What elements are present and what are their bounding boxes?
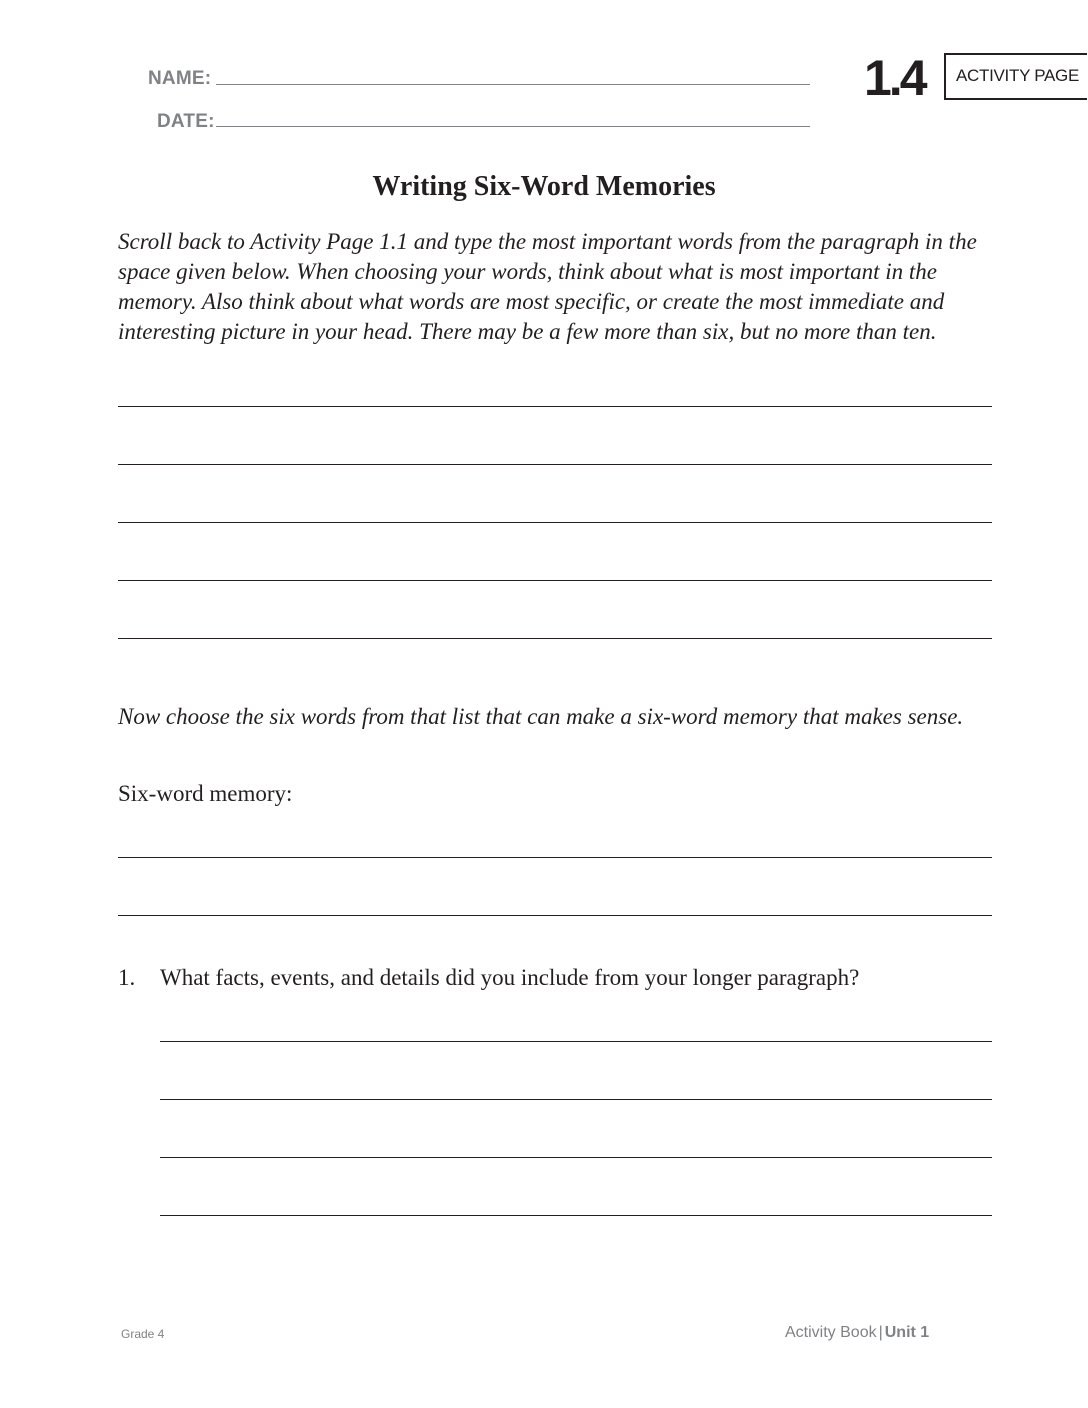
choose-instruction: Now choose the six words from that list that can make a six-word memory that makes sense. xyxy=(118,704,964,729)
words-answer-line[interactable] xyxy=(118,638,992,639)
activity-page-label: ACTIVITY PAGE xyxy=(956,66,1080,85)
name-line[interactable] xyxy=(216,84,810,85)
words-answer-line[interactable] xyxy=(118,522,992,523)
footer-separator: | xyxy=(878,1324,883,1341)
memory-answer-line[interactable] xyxy=(118,857,992,858)
question-answer-line[interactable] xyxy=(160,1157,992,1158)
question-answer-line[interactable] xyxy=(160,1215,992,1216)
footer-book: Activity Book xyxy=(785,1324,877,1341)
date-line[interactable] xyxy=(216,126,810,127)
name-label: NAME: xyxy=(148,68,212,89)
question-answer-line[interactable] xyxy=(160,1099,992,1100)
memory-answer-line[interactable] xyxy=(118,915,992,916)
words-answer-line[interactable] xyxy=(118,464,992,465)
activity-page-tag xyxy=(944,53,1087,100)
instructions-paragraph: Scroll back to Activity Page 1.1 and type the most important words from the paragraph in the space given below. When choosing your words, think about what is most important in the memory. Also think about what words are most specific, or create the most immediate and interesting picture in your head. There may be a few more than six, but no more than ten. xyxy=(118,229,977,344)
page-title: Writing Six-Word Memories xyxy=(372,171,716,202)
words-answer-line[interactable] xyxy=(118,580,992,581)
footer-grade: Grade 4 xyxy=(121,1327,165,1341)
six-word-memory-label: Six-word memory: xyxy=(118,781,293,806)
question-answer-line[interactable] xyxy=(160,1041,992,1042)
question-text: What facts, events, and details did you include from your longer paragraph? xyxy=(160,965,860,990)
words-answer-line[interactable] xyxy=(118,406,992,407)
question-number: 1. xyxy=(118,965,136,990)
lesson-number: 1.4 xyxy=(864,50,925,106)
date-label: DATE: xyxy=(157,111,215,132)
footer-unit: Unit 1 xyxy=(884,1324,930,1341)
footer-book-unit xyxy=(785,1324,929,1342)
